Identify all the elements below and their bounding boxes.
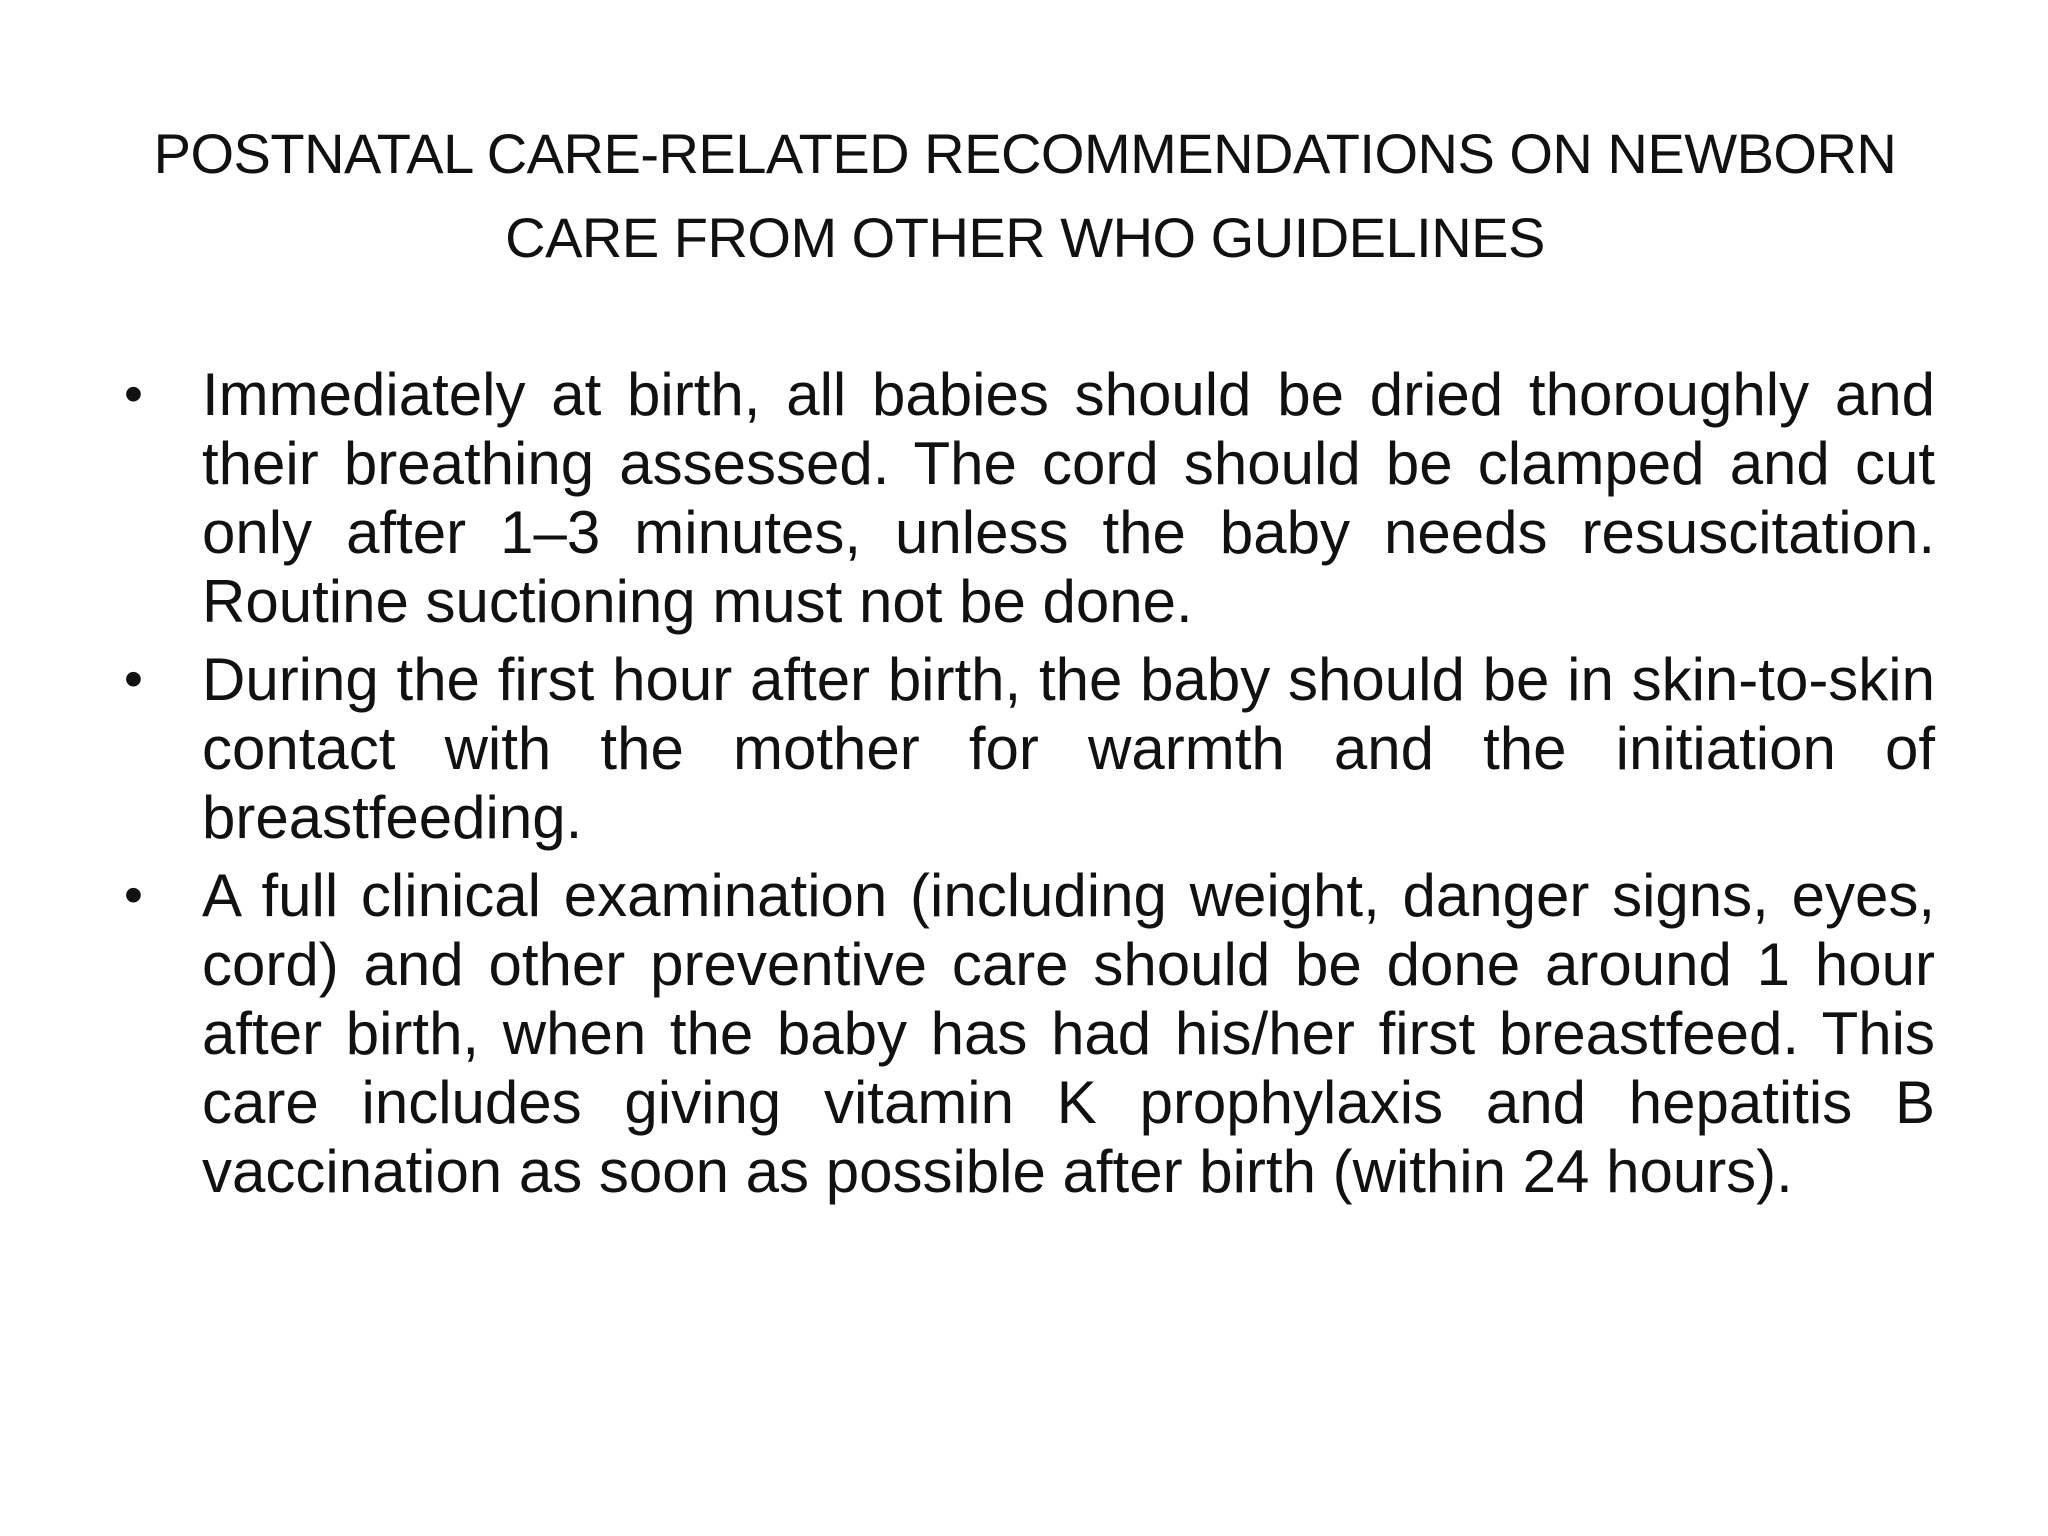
bullet-text: Immediately at birth, all babies should be dried thoroughly and their breathing assessed. The cord should be clamped and cut only after 1–3 minutes, unless the baby needs resuscitation. Routine suctioning must not be done. bbox=[202, 361, 1935, 635]
bullet-text: During the first hour after birth, the baby should be in skin-to-skin contact with the mother for warmth and the initiation of breastfeeding. bbox=[202, 646, 1935, 851]
bullet-item bbox=[120, 645, 1935, 852]
bullet-icon: • bbox=[124, 649, 143, 709]
slide-title-line-1: POSTNATAL CARE-RELATED RECOMMENDATIONS ON NEWBORN bbox=[153, 122, 1897, 185]
bullet-list bbox=[120, 360, 1935, 1215]
bullet-text: A full clinical examination (including weight, danger signs, eyes, cord) and other preventive care should be done around 1 hour after birth, when the baby has had his/her first breastfeed. This care includes giving vitamin K prophylaxis and hepatitis B vaccination as soon as possible after birth (within 24 hours). bbox=[202, 862, 1935, 1205]
bullet-item bbox=[120, 861, 1935, 1206]
slide-title bbox=[130, 112, 1920, 280]
slide-title-line-2: CARE FROM OTHER WHO GUIDELINES bbox=[505, 206, 1545, 269]
bullet-item bbox=[120, 360, 1935, 636]
bullet-icon: • bbox=[124, 865, 143, 925]
bullet-icon: • bbox=[124, 364, 143, 424]
